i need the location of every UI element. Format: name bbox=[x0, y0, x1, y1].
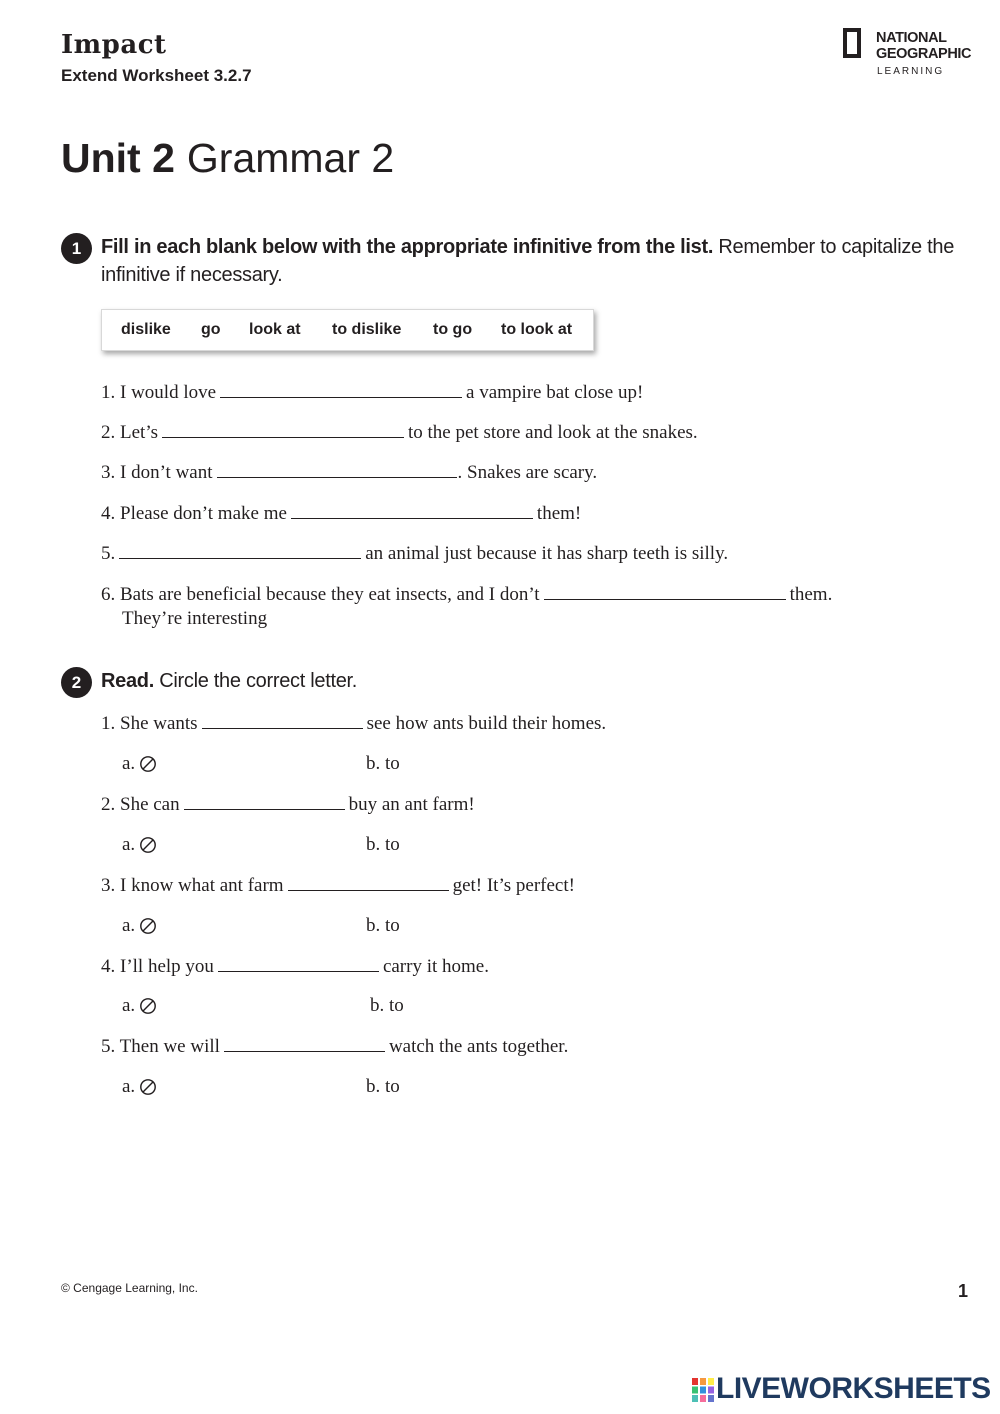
exercise-2-instruction-bold: Read. bbox=[101, 670, 154, 692]
item-text-before: I know what ant farm bbox=[120, 875, 284, 896]
liveworksheets-grid-icon bbox=[692, 1378, 714, 1402]
null-set-icon bbox=[139, 917, 157, 935]
ex1-item-2 bbox=[101, 419, 698, 446]
item-number: 1. bbox=[101, 713, 116, 734]
yellow-frame-icon bbox=[843, 28, 861, 58]
item-number: 4. bbox=[101, 956, 116, 977]
item-number: 3. bbox=[101, 462, 116, 483]
exercise-2-instruction-rest: Circle the correct letter. bbox=[153, 670, 358, 692]
publisher-name-line-2: GEOGRAPHIC bbox=[876, 46, 972, 62]
ex2-item-4-option-b[interactable]: b. to bbox=[370, 995, 404, 1016]
answer-blank bbox=[224, 1033, 385, 1052]
publisher-name-line-1: NATIONAL bbox=[876, 30, 947, 46]
topic-label: Grammar 2 bbox=[186, 135, 395, 181]
ex2-item-4 bbox=[101, 953, 489, 980]
item-text-before: Please don’t make me bbox=[120, 503, 287, 524]
publisher-logo bbox=[843, 28, 983, 80]
ex2-item-2-option-a[interactable] bbox=[122, 832, 157, 858]
ex2-item-1-option-b[interactable]: b. to bbox=[366, 753, 400, 774]
page-number: 1 bbox=[958, 1281, 969, 1301]
item-number: 4. bbox=[101, 503, 116, 524]
option-label: a. bbox=[122, 834, 136, 855]
word-bank-item: to dislike bbox=[332, 321, 402, 338]
item-text-after: them! bbox=[536, 503, 582, 524]
exercise-1-instruction bbox=[101, 233, 961, 289]
word-bank-item: to look at bbox=[501, 321, 573, 338]
answer-blank[interactable] bbox=[119, 540, 361, 559]
ex2-item-4-option-a[interactable] bbox=[122, 993, 157, 1019]
word-bank-item: dislike bbox=[121, 321, 171, 338]
null-set-icon bbox=[139, 997, 157, 1015]
answer-blank[interactable] bbox=[544, 581, 786, 600]
ex2-item-2-option-b[interactable]: b. to bbox=[366, 834, 400, 855]
publisher-sub: LEARNING bbox=[877, 66, 945, 77]
ex2-item-3-option-b[interactable]: b. to bbox=[366, 915, 400, 936]
option-label: a. bbox=[122, 995, 136, 1016]
item-text-before: I don’t want bbox=[120, 462, 213, 483]
answer-blank[interactable] bbox=[291, 500, 533, 519]
null-set-icon bbox=[139, 836, 157, 854]
answer-blank[interactable] bbox=[217, 459, 457, 478]
item-text-after: see how ants build their homes. bbox=[366, 713, 607, 734]
ex1-item-5 bbox=[101, 540, 728, 567]
unit-label: Unit 2 bbox=[61, 135, 175, 181]
item-text-before: She can bbox=[120, 794, 180, 815]
word-bank-item: look at bbox=[249, 321, 301, 338]
ex2-item-3 bbox=[101, 872, 575, 899]
exercise-1-number: 1 bbox=[61, 233, 92, 264]
ex2-item-2 bbox=[101, 791, 475, 818]
ex1-item-1 bbox=[101, 379, 643, 406]
item-number: 5. bbox=[101, 1036, 116, 1057]
item-text-before: I would love bbox=[120, 382, 217, 403]
option-label: a. bbox=[122, 915, 136, 936]
item-text-after: a vampire bat close up! bbox=[466, 382, 644, 403]
copyright: © Cengage Learning, Inc. bbox=[61, 1281, 198, 1295]
exercise-1-instruction-bold: Fill in each blank below with the appropriate infinitive from the list. bbox=[101, 236, 714, 258]
exercise-2-number: 2 bbox=[61, 667, 92, 698]
item-number: 2. bbox=[101, 794, 116, 815]
null-set-icon bbox=[139, 1078, 157, 1096]
item-number: 2. bbox=[101, 422, 116, 443]
item-text-before: Let’s bbox=[120, 422, 158, 443]
ex2-item-5-option-b[interactable]: b. to bbox=[366, 1076, 400, 1097]
worksheet-id: Extend Worksheet 3.2.7 bbox=[61, 66, 252, 85]
word-bank-item: to go bbox=[433, 321, 473, 338]
ex2-item-5-option-a[interactable] bbox=[122, 1074, 157, 1100]
ex1-item-6 bbox=[101, 581, 832, 608]
item-number: 5. bbox=[101, 543, 116, 564]
null-set-icon bbox=[139, 755, 157, 773]
item-text-after: get! It’s perfect! bbox=[452, 875, 575, 896]
item-text-after: to the pet store and look at the snakes. bbox=[408, 422, 698, 443]
ex1-item-6-continuation: They’re interesting bbox=[122, 608, 268, 629]
answer-blank[interactable] bbox=[220, 379, 462, 398]
item-text-after: buy an ant farm! bbox=[348, 794, 475, 815]
item-text-after: . Snakes are scary. bbox=[457, 462, 598, 483]
item-number: 3. bbox=[101, 875, 116, 896]
item-number: 6. bbox=[101, 584, 116, 605]
answer-blank bbox=[218, 953, 379, 972]
liveworksheets-logo bbox=[692, 1374, 992, 1408]
ex2-item-5 bbox=[101, 1033, 568, 1060]
ex1-item-4 bbox=[101, 500, 581, 527]
item-text-before: I’ll help you bbox=[120, 956, 214, 977]
item-number: 1. bbox=[101, 382, 116, 403]
brand-title: Impact bbox=[61, 30, 167, 60]
ex2-item-1-option-a[interactable] bbox=[122, 751, 157, 777]
ex2-item-3-option-a[interactable] bbox=[122, 913, 157, 939]
item-text-before: Then we will bbox=[119, 1036, 220, 1057]
option-label: a. bbox=[122, 753, 136, 774]
item-text-after: an animal just because it has sharp teeth is silly. bbox=[365, 543, 729, 564]
item-text-after: watch the ants together. bbox=[388, 1036, 569, 1057]
publisher-name bbox=[876, 30, 971, 62]
item-text-before: Bats are beneficial because they eat insects, and I don’t bbox=[120, 584, 540, 605]
item-text-after: carry it home. bbox=[382, 956, 489, 977]
word-bank-item: go bbox=[201, 321, 221, 338]
liveworksheets-wordmark: LIVEWORKSHEETS bbox=[716, 1372, 991, 1405]
ex2-item-1 bbox=[101, 710, 606, 737]
answer-blank bbox=[202, 710, 363, 729]
ex1-item-3 bbox=[101, 459, 597, 486]
answer-blank bbox=[288, 872, 449, 891]
option-label: a. bbox=[122, 1076, 136, 1097]
word-bank bbox=[101, 309, 594, 351]
exercise-1-instruction-rest: Remember to capitalize the infinitive if necessary. bbox=[101, 236, 955, 286]
item-text-before: She wants bbox=[120, 713, 198, 734]
item-text-after: them. bbox=[789, 584, 833, 605]
answer-blank[interactable] bbox=[162, 419, 404, 438]
answer-blank bbox=[184, 791, 345, 810]
exercise-2-instruction bbox=[101, 667, 961, 695]
page-title bbox=[61, 135, 394, 182]
